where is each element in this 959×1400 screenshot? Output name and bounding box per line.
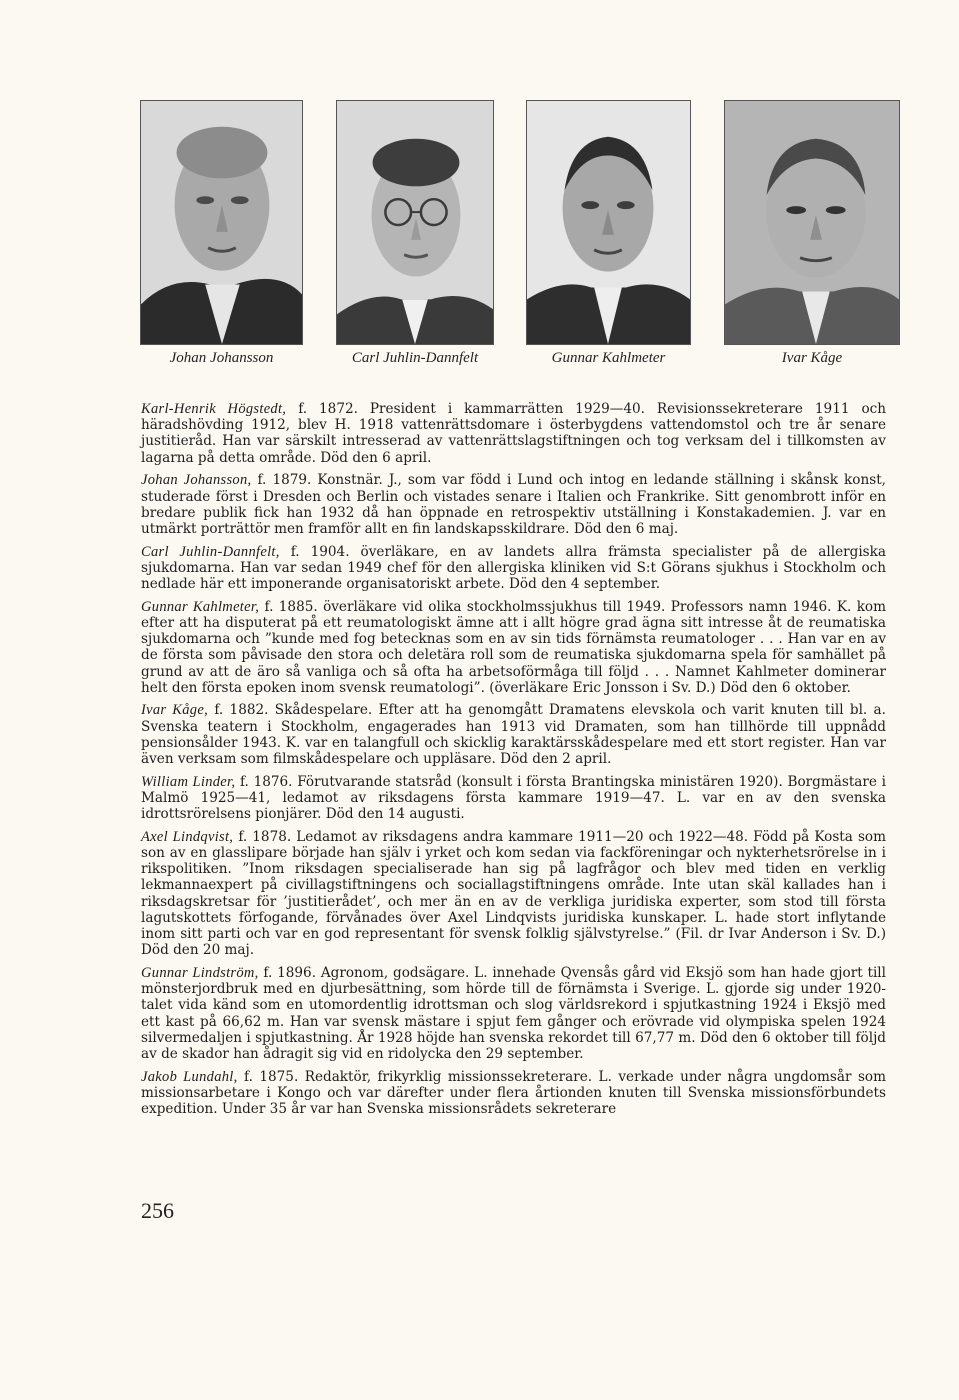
entry-name: Carl Juhlin-Dannfelt, — [141, 543, 280, 560]
entry-text: f. 1872. President i kammarrätten 1929—40. Revisionssekreterare 1911 och häradshövding 1912, blev H. 1918 vattenrättsdomare i österbygdens vattendomstol och tre år senare justitieråd. Han var särskilt intresserad av vattenrättslagstiftningen och tog verksam del i tillkomsten av lagarna på detta område. Död den 6 april. — [141, 401, 887, 466]
entry-text: f. 1875. Redaktör, frikyrklig missionssekreterare. L. verkade under några ungdomsår som missionsarbetare i Kongo och var därefter under flera årtionden knuten till Svenska missionsförbundets expedition. Under 35 år var han Svenska missionsrådets sekreterare — [141, 1068, 887, 1118]
entry-text: f. 1882. Skådespelare. Efter att ha genomgått Dramatens elevskola och varit knuten till bl. a. Svenska teatern i Stockholm, engagerades han 1913 vid Dramaten, som han tillhörde till uppnådd pensionsålder 1943. K. var en talangfull och skicklig karaktärsskådespelare med ett stort register. Han var även verksam som filmskådespelare och uppläsare. Död den 2 april. — [141, 702, 886, 768]
entry-name: William Linder, — [141, 773, 236, 790]
page-number: 256 — [141, 1198, 174, 1223]
portrait-photo-icon — [526, 100, 691, 345]
obituary-list — [141, 401, 886, 1124]
obituary-entry — [141, 544, 886, 593]
entry-name: Karl-Henrik Högstedt, — [141, 401, 287, 417]
portrait-photo-icon — [336, 100, 494, 345]
obituary-entry — [141, 472, 886, 537]
entry-text: f. 1879. Konstnär. J., som var född i Lund och intog en ledande ställning i skånsk konst, studerade först i Dresden och Berlin och vistades senare i Italien och Frankrike. Sitt genombrott inför en bredare publik fick han 1932 då han öppnade en retrospektiv utställning i Konstakademien. J. var en utmärkt porträttör men framför allt en fin landskapsskildrare. Död den 6 maj. — [141, 472, 886, 537]
portrait-caption: Johan Johansson — [169, 350, 274, 366]
portrait-ivar-kage — [724, 100, 900, 366]
entry-name: Ivar Kåge, — [141, 702, 209, 719]
portrait-photo-icon — [140, 100, 303, 345]
obituary-entry — [141, 702, 886, 767]
portrait-caption: Gunnar Kahlmeter — [551, 350, 666, 366]
entry-text: f. 1878. Ledamot av riksdagens andra kammare 1911—20 och 1922—48. Född på Kosta som son av en glasslipare började han själv i yrket och kom sedan via fackföreningar och nykterhetsrörelse in i rikspolitiken. ”Inom riksdagen specialiserade han sig på lagfrågor och blev med tiden en verklig lekmannaexpert på civillagstiftningens och sociallagstiftningens område. Inte utan skäl kallades han i riksdagskretsar för ’justitierådet’, och mer än en av de verkliga juridiska experter, som stod till första lagutskottets förfogande, förvånades över Axel Lindqvists juridiska kunskaper. L. hade stort inflytande inom sitt parti och var en god representant för svensk folklig självstyrelse.” (Fil. dr Ivar Anderson i Sv. D.) Död den 20 maj. — [141, 828, 886, 959]
portrait-caption: Ivar Kåge — [781, 350, 843, 366]
entry-name: Johan Johansson, — [141, 472, 252, 489]
entry-text: f. 1896. Agronom, godsägare. L. innehade Qvensås gård vid Eksjö som han hade gjort till mönsterjordbruk med en djurbesättning, som hörde till de förnämsta i Sverige. L. gjorde sig under 1920-talet vida känd som en utomordentlig idrottsman och slog världsrekord i spjutkastning 1924 i Eksjö med ett kast på 66,62 m. Han var svensk mästare i spjut fem gånger och erövrade vid olympiska spelen 1924 silvermedaljen i spjutkastning. År 1928 höjde han svenska rekordet till 67,77 m. Död den 6 oktober till följd av de skador han ådragit sig vid en ridolycka den 29 september. — [141, 965, 886, 1063]
obituary-entry — [141, 774, 886, 823]
portrait-photo-icon — [724, 100, 900, 345]
obituary-entry — [141, 965, 886, 1062]
portrait-carl-juhlin-dannfelt — [336, 100, 494, 366]
entry-name: Axel Lindqvist, — [141, 828, 234, 845]
entry-text: f. 1885. överläkare vid olika stockholmssjukhus till 1949. Professors namn 1946. K. kom efter att ha disputerat på ett reumatologiskt ämne att i allt högre grad ägna sitt intresse åt de reumatiska sjukdomarna och ”kunde med fog betecknas som en av sin tids förnämsta reumatologer . . . Han var en av de första som påvisade den stora och deletära roll som de reumatiska sjukdomarna spela för samhället på grund av att de äro så vanliga och så ofta ha arbetsoförmåga till följd . . . Namnet Kahlmeter dominerar helt den första epoken inom svensk reumatologi”. (överläkare Eric Jonsson i Sv. D.) Död den 6 oktober. — [141, 598, 886, 696]
portrait-row — [140, 100, 900, 380]
portrait-gunnar-kahlmeter — [526, 100, 691, 366]
obituary-entry — [141, 599, 886, 696]
obituary-entry — [141, 829, 886, 959]
obituary-entry — [141, 1069, 886, 1118]
entry-text: f. 1904. överläkare, en av landets allra främsta specialister på de allergiska sjukdomarna. Han var sedan 1949 chef för den allergiska kliniken vid S:t Görans sjukhus i Stockholm och nedlade här ett imponerande organisatoriskt arbete. Död den 4 september. — [141, 543, 886, 593]
entry-name: Gunnar Kahlmeter, — [141, 598, 260, 615]
portrait-johan-johansson — [140, 100, 303, 366]
entry-text: f. 1876. Förutvarande statsråd (konsult i första Brantingska ministären 1920). Borgmästare i Malmö 1925—41, ledamot av riksdagens första kammare 1919—47. L. var en av den svenska idrottsrörelsens pionjärer. Död den 14 augusti. — [141, 773, 886, 823]
entry-name: Jakob Lundahl, — [141, 1068, 238, 1085]
portrait-caption: Carl Juhlin-Dannfelt — [351, 350, 479, 366]
obituary-entry — [141, 401, 886, 466]
entry-name: Gunnar Lindström, — [141, 965, 259, 981]
